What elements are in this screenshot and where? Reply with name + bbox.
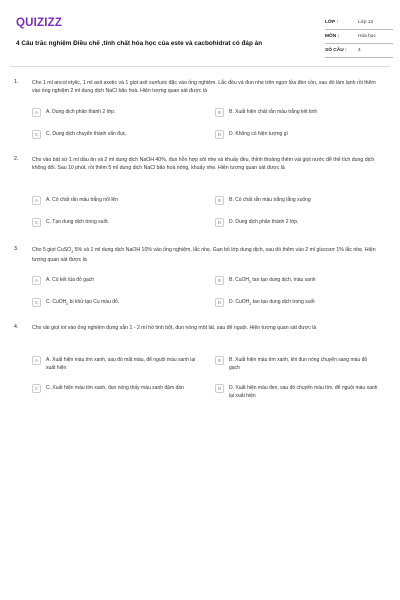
option-text: A. Xuất hiện màu tím xanh, sau đó mất màu, để nguội màu xanh lại xuất hiện	[46, 357, 196, 371]
option-letter: A	[32, 108, 41, 117]
option-text: B. Có chất rắn màu trắng lắng xuống	[229, 197, 311, 203]
option-text: A. Dung dịch phân thành 2 lớp.	[46, 109, 116, 115]
meta-value: Lớp 12	[358, 20, 374, 25]
question-text: Cho vài giọt iot vào ống nghiệm đựng sẵn 1 - 2 ml hồ tinh bột, đun nóng một lát, sau để nguội. Hiện tượng quan sát được là	[32, 325, 317, 331]
option-letter: C	[32, 218, 41, 227]
option-letter: A	[32, 276, 41, 285]
option-text	[229, 277, 379, 287]
question-number: 2.	[14, 156, 19, 162]
option-letter: A	[32, 196, 41, 205]
option-text-start: D. CuOH	[229, 299, 250, 305]
option-text-start: B. CuOH	[229, 277, 250, 283]
meta-row-grade	[325, 16, 393, 30]
question-text	[32, 246, 382, 264]
option-text: B. Xuất hiện màu tím xanh, khi đun nóng chuyển sang màu đỏ gạch	[229, 357, 368, 371]
option-letter: C	[32, 298, 41, 307]
option-letter: B	[215, 356, 224, 365]
header-divider	[10, 66, 390, 67]
worksheet-header	[10, 10, 390, 62]
option-text-end: tan tạo dung dịch trong suốt	[251, 299, 315, 305]
option-text	[46, 299, 196, 309]
option-text-end: bị khử tạo Cu màu đỏ.	[68, 299, 120, 305]
option-letter: D	[215, 384, 224, 393]
option-text: A. Có chất rắn màu trắng nổi lên	[46, 197, 118, 203]
option-text: D. Dung dịch phân thành 2 lớp.	[229, 219, 299, 225]
option-text: C. Tạo dung dịch trong suốt.	[46, 219, 110, 225]
option-letter: D	[215, 218, 224, 227]
worksheet-title: 4 Câu trắc nghiệm Điều chế ,tính chất hóa học của este và cacbohidrat có đáp án	[16, 40, 263, 47]
meta-key: SỐ CÂU :	[325, 48, 347, 53]
question-text-end: 5% và 1 ml dung dịch NaOH 10% vào ống nghiệm, lắc nhẹ. Gạn bỏ lớp dung dịch, sau đó thêm vào 2 ml glucozơ 1% lắc nhẹ. Hiện tượng quan sát được là	[32, 247, 376, 264]
subscript: 4	[71, 250, 74, 255]
meta-key: MÔN :	[325, 34, 340, 39]
option-text-start: C. CuOH	[46, 299, 67, 305]
option-letter: A	[32, 356, 41, 365]
meta-panel	[325, 16, 393, 58]
question-number: 4.	[14, 324, 19, 330]
option-letter: B	[215, 108, 224, 117]
meta-value: 4	[358, 48, 361, 53]
subscript: 2	[66, 302, 69, 306]
option-letter: D	[215, 298, 224, 307]
option-letter: C	[32, 130, 41, 139]
option-letter: D	[215, 130, 224, 139]
question-text-start: Cho 5 giọt CuSO	[32, 247, 72, 253]
subscript: 2	[249, 302, 252, 306]
option-text	[229, 299, 379, 309]
meta-value: Hóa học	[358, 34, 376, 39]
option-text: D. Không có hiện tượng gì	[229, 131, 288, 137]
option-text: D. Xuất hiện màu đen, sau đó chuyển màu tím, để nguội màu xanh lại xuất hiện	[229, 385, 378, 399]
question-text: Cho vào bát sứ 1 ml dầu ăn và 2 ml dung dịch NaOH 40%, đun hỗn hợp sôi nhẹ và khuấy đều, thỉnh thoảng thêm vài giọt nước để thể tích dung dịch không đổi. Sau 10 phút, rồi thêm 5 ml dung dịch NaCl bão hoà nóng, khuấy nhẹ. Hiện tượng quan sát được là	[32, 157, 375, 171]
option-letter: B	[215, 276, 224, 285]
meta-row-subject	[325, 30, 393, 44]
option-letter: C	[32, 384, 41, 393]
question-number: 1.	[14, 79, 19, 85]
question-text: Cho 1 ml ancol etylic, 1 ml axit axetic và 1 giọt axit sunfuric đặc vào ống nghiệm. Lắc đều và đun nhẹ trên ngọn lửa đèn cồn, sau đó làm lạnh rồi thêm vào ống nghiệm 2 ml dung dịch NaCl bão hoà. Hiện tượng quan sát được là	[32, 80, 376, 94]
option-letter: B	[215, 196, 224, 205]
meta-key: LỚP :	[325, 20, 339, 25]
option-text: A. Có kết tủa đỏ gạch	[46, 277, 95, 283]
option-text: B. Xuất hiện chất rắn màu trắng kết tinh	[229, 109, 318, 115]
option-text: C. Xuất hiện màu tím xanh, đun nóng thấy màu xanh đậm dần	[46, 385, 184, 391]
question-4	[10, 324, 390, 414]
question-number: 3.	[14, 246, 19, 252]
option-text: C. Dung dịch chuyển thành vẩn đục,	[46, 131, 127, 137]
meta-row-count	[325, 44, 393, 58]
option-text-end: tan tạo dung dịch, màu xanh	[251, 277, 316, 283]
subscript: 2	[249, 280, 252, 284]
question-2	[10, 156, 390, 246]
question-3	[10, 246, 390, 336]
quizizz-logo: QUIZIZZ	[16, 17, 63, 29]
